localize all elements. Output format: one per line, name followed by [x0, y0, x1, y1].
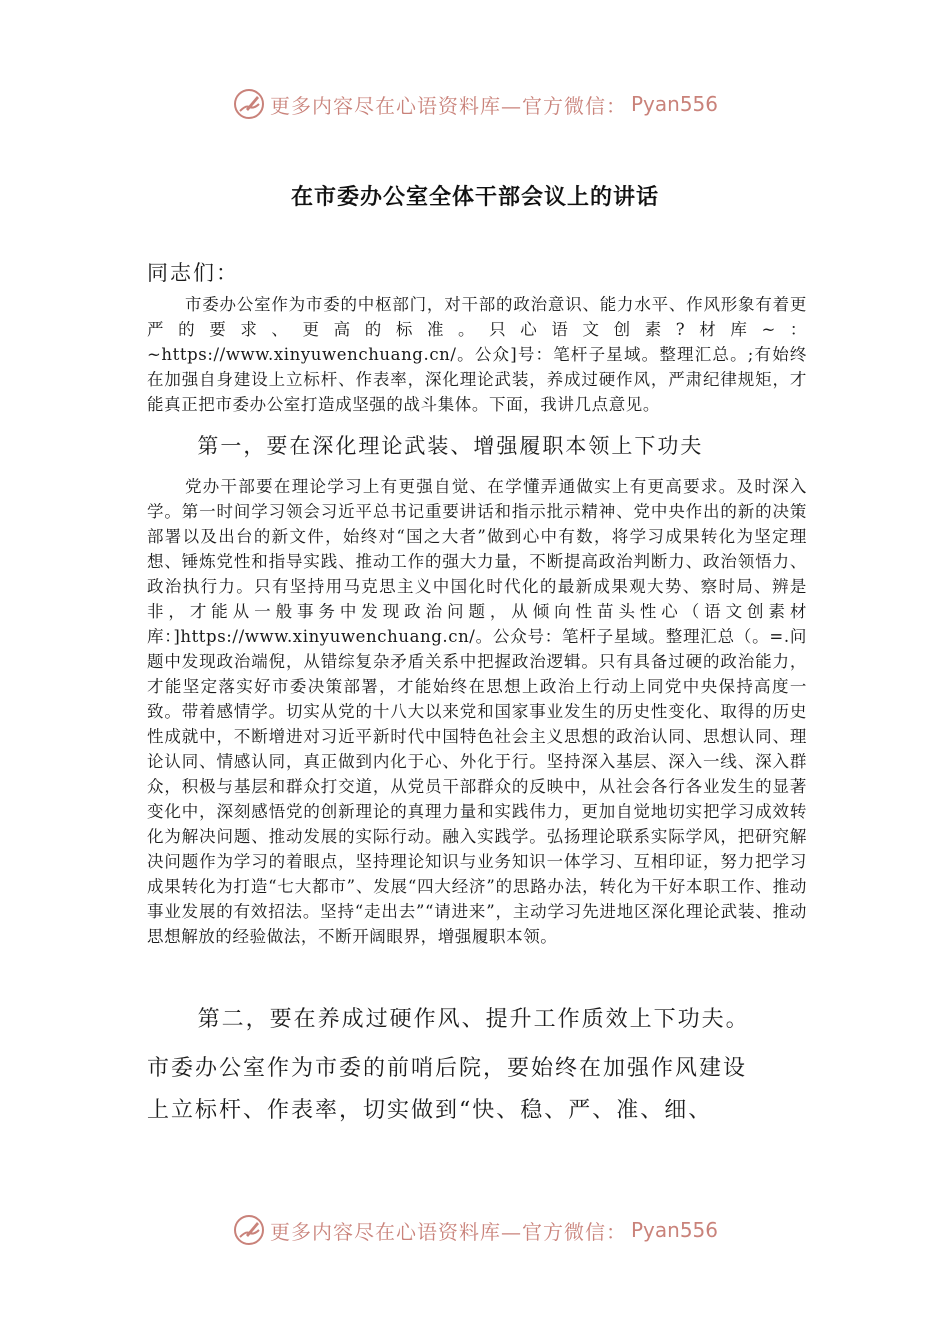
document-title: 在市委办公室全体干部会议上的讲话 [290, 185, 659, 210]
pen-book-logo-icon [232, 87, 266, 121]
section-1-paragraph: 党办干部要在理论学习上有更强自觉、在学懂弄通做实上有更高要求。及时深入学。第一时间学习领会习近平总书记重要讲话和指示批示精神、党中央作出的新的决策部署以及出台的新文件，始终对“国之大者”做到心中有数，将学习成果转化为坚定理想、锤炼党性和指导实践、推动工作的强大力量，不断提高政治判断力、政治领悟力、政治执行力。只有坚持用马克思主义中国化时代化的最新成果观大势、察时局、辨是非，才能从一般事务中发现政治问题，从倾向性苗头性心（语文创素材库：]https://www.xinyuwenchuang.cn/。公众号：笔杆子星域。整理汇总（。=.问题中发现政治端倪，从错综复杂矛盾关系中把握政治逻辑。只有具备过硬的政治能力，才能坚定落实好市委决策部署，才能始终在思想上政治上行动上同党中央保持高度一致。带着感情学。切实从党的十八大以来党和国家事业发生的历史性变化、取得的历史性成就中，不断增进对习近平新时代中国特色社会主义思想的政治认同、思想认同、理论认同、情感认同，真正做到内化于心、外化于行。坚持深入基层、深入一线、深入群众，积极与基层和群众打交道，从党员干部群众的反映中，从社会各行各业发生的显著变化中，深刻感悟党的创新理论的真理力量和实践伟力，更加自觉地切实把学习成效转化为解决问题、推动发展的实际行动。融入实践学。弘扬理论联系实际学风，把研究解决问题作为学习的着眼点，坚持理论知识与业务知识一体学习、互相印证，努力把学习成果转化为打造“七大都市”、发展“四大经济”的思路办法，转化为干好本职工作、推动事业发展的有效招法。坚持“走出去”“请进来”，主动学习先进地区深化理论武装、推动思想解放的经验做法，不断开阔眼界，增强履职本领。 [147, 477, 807, 946]
watermark-wechat-id: Pyan556 [630, 92, 718, 116]
header-watermark-banner [0, 84, 950, 124]
section-heading-1: 第一，要在深化理论武装、增强履职本领上下功夫 [197, 434, 704, 458]
watermark-text: 更多内容尽在心语资料库—官方微信： [269, 1219, 627, 1244]
section-2-line: 市委办公室作为市委的前哨后院，要始终在加强作风建设 [147, 1056, 748, 1081]
footer-watermark-banner [0, 1210, 950, 1250]
section-2-paragraph [147, 1048, 807, 1132]
section-2-line: 上立标杆、作表率，切实做到“快、稳、严、准、细、 [147, 1098, 713, 1123]
section-heading-2: 第二，要在养成过硬作风、提升工作质效上下功夫。 [197, 1007, 750, 1032]
intro-paragraph: 市委办公室作为市委的中枢部门，对干部的政治意识、能力水平、作风形象有着更严的要求、更高的标准。只心语文创素?材库~：~https://www.xinyuwenchuang.cn/。公众]号：笔杆子星域。整理汇总。;有始终在加强自身建设上立标杆、作表率，深化理论武装，养成过硬作风，严肃纪律规矩，才能真正把市委办公室打造成坚强的战斗集体。下面，我讲几点意见。 [147, 295, 807, 414]
watermark-wechat-id: Pyan556 [630, 1218, 718, 1242]
salutation: 同志们： [147, 261, 239, 285]
watermark-text: 更多内容尽在心语资料库—官方微信： [269, 93, 627, 118]
pen-book-logo-icon [232, 1213, 266, 1247]
